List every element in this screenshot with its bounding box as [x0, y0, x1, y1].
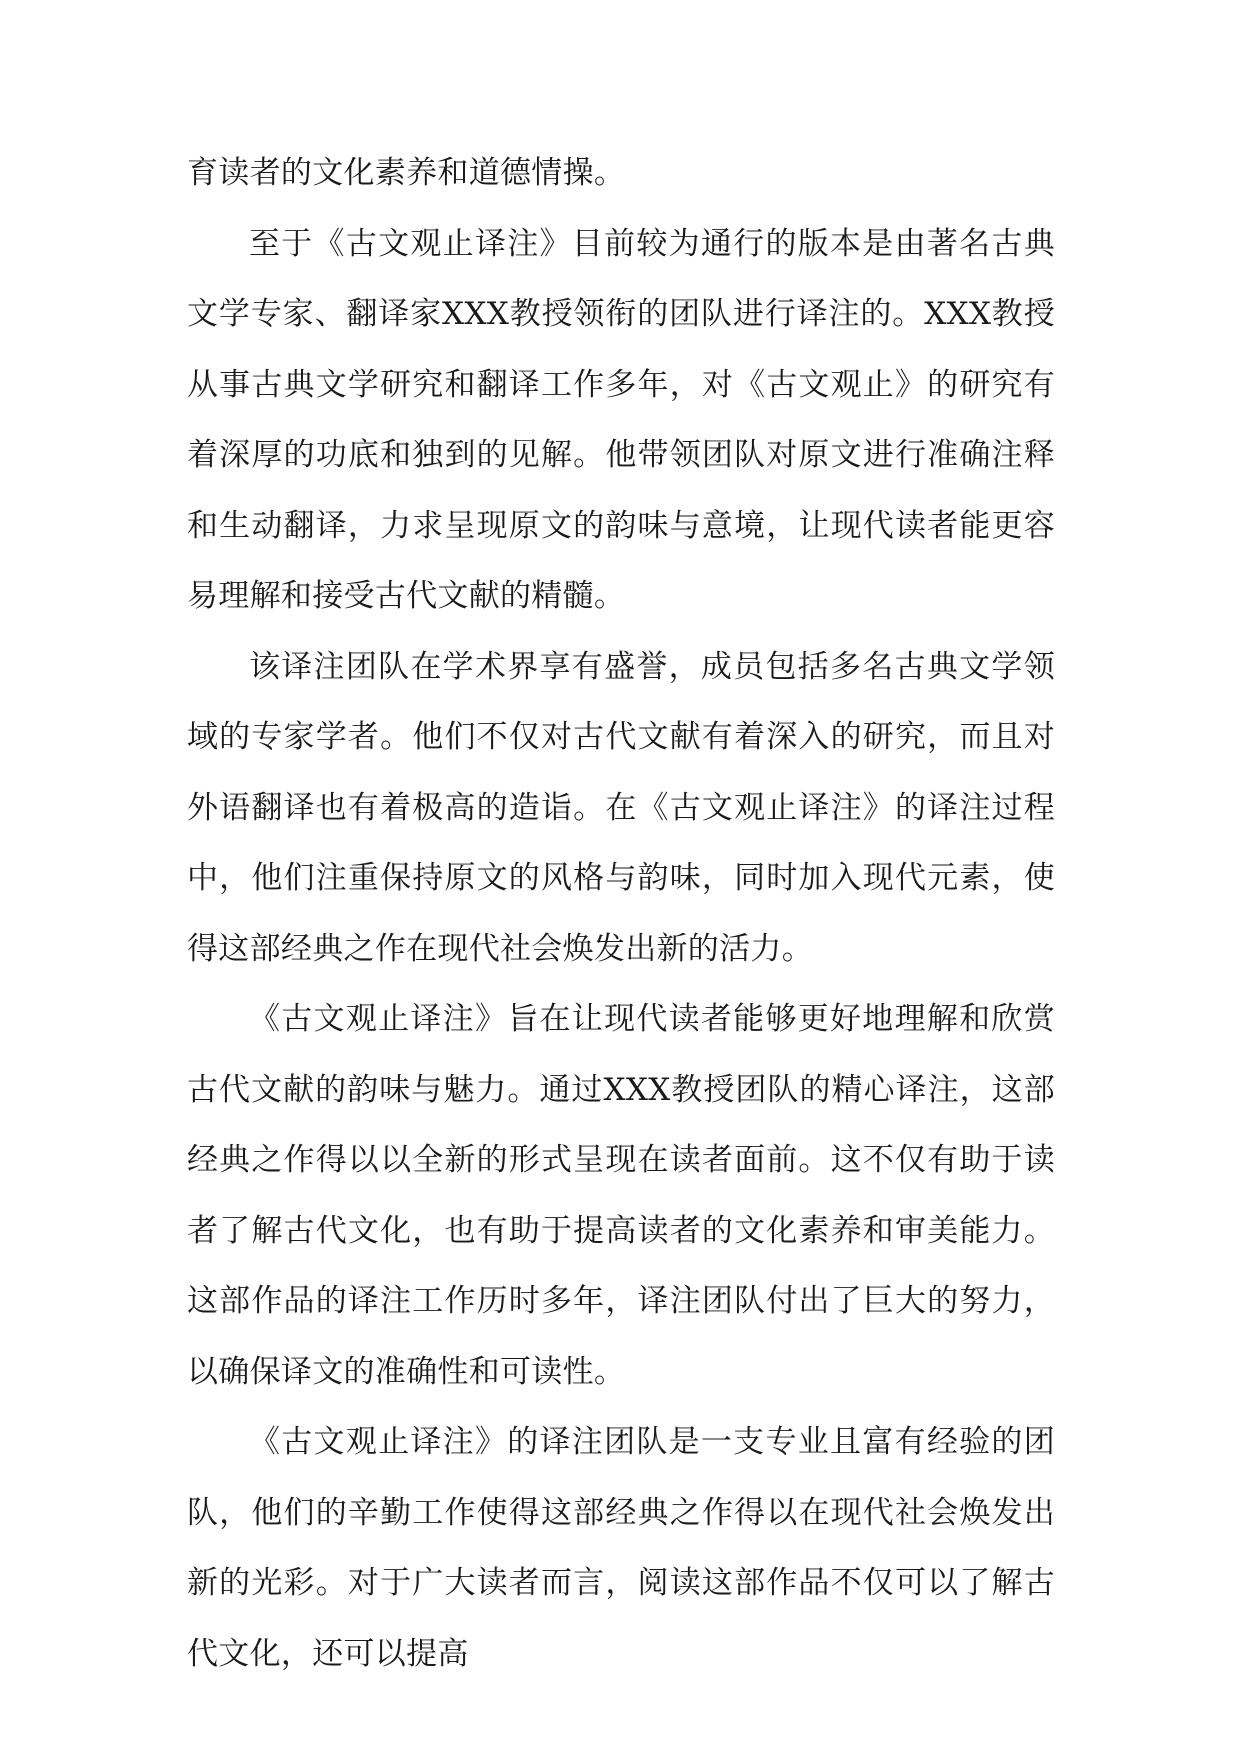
paragraph-5: 《古文观止译注》的译注团队是一支专业且富有经验的团队，他们的辛勤工作使得这部经典之作得以在现代社会焕发出新的光彩。对于广大读者而言，阅读这部作品不仅可以了解古代文化，还可以提高 [187, 1424, 1055, 1672]
paragraph-2: 至于《古文观止译注》目前较为通行的版本是由著名古典文学专家、翻译家XXX教授领衔的团队进行译注的。XXX教授从事古典文学研究和翻译工作多年，对《古文观止》的研究有着深厚的功底和独到的见解。他带领团队对原文进行准确注释和生动翻译，力求呈现原文的韵味与意境，让现代读者能更容易理解和接受古代文献的精髓。 [187, 225, 1055, 614]
paragraph-4: 《古文观止译注》旨在让现代读者能够更好地理解和欣赏古代文献的韵味与魅力。通过XXX教授团队的精心译注，这部经典之作得以以全新的形式呈现在读者面前。这不仅有助于读者了解古代文化，也有助于提高读者的文化素养和审美能力。这部作品的译注工作历时多年，译注团队付出了巨大的努力，以确保译文的准确性和可读性。 [187, 1001, 1055, 1390]
paragraph-3: 该译注团队在学术界享有盛誉，成员包括多名古典文学领域的专家学者。他们不仅对古代文献有着深入的研究，而且对外语翻译也有着极高的造诣。在《古文观止译注》的译注过程中，他们注重保持原文的风格与韵味，同时加入现代元素，使得这部经典之作在现代社会焕发出新的活力。 [187, 648, 1055, 967]
document-body [187, 138, 1055, 1689]
paragraph-1: 育读者的文化素养和道德情操。 [187, 155, 626, 191]
